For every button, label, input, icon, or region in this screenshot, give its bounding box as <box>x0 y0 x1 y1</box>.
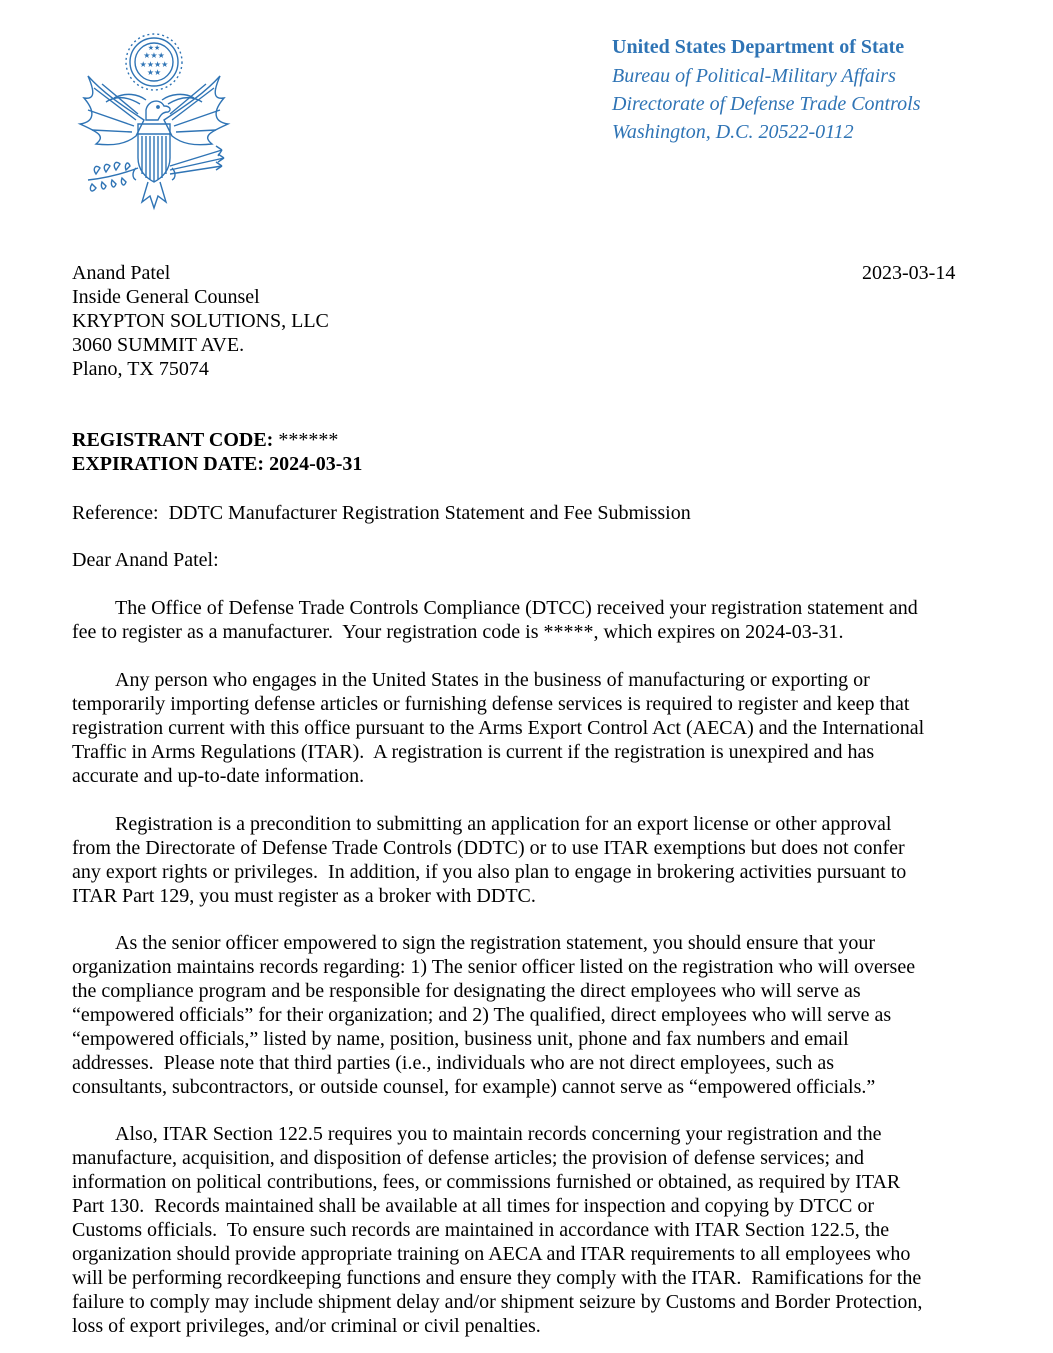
paragraph-line: ITAR Part 129, you must register as a broker with DDTC. <box>72 885 536 907</box>
paragraph-line: organization should provide appropriate training on AECA and ITAR requirements to all employees who <box>72 1243 911 1265</box>
svg-text:★★: ★★ <box>146 68 162 77</box>
svg-text:★★★: ★★★ <box>143 51 165 60</box>
registration-info <box>72 428 362 476</box>
paragraph-line: consultants, subcontractors, or outside counsel, for example) cannot serve as “empowered officials.” <box>72 1076 876 1098</box>
paragraph-line: Traffic in Arms Regulations (ITAR). A registration is current if the registration is unexpired and has <box>72 741 875 763</box>
paragraph-line: addresses. Please note that third parties (i.e., individuals who are not direct employees, such as <box>72 1052 835 1074</box>
paragraph-line: fee to register as a manufacturer. Your registration code is *****, which expires on 2024-03-31. <box>72 621 844 643</box>
paragraph-line: Part 130. Records maintained shall be available at all times for inspection and copying by DTCC or <box>72 1195 875 1217</box>
paragraph-4 <box>72 931 1002 1099</box>
recipient-street: 3060 SUMMIT AVE. <box>72 334 245 356</box>
paragraph-5 <box>72 1122 1002 1338</box>
great-seal-eagle-icon <box>66 28 238 216</box>
paragraph-line: information on political contributions, fees, or commissions furnished or obtained, as required by ITAR <box>72 1171 901 1193</box>
recipient-name: Anand Patel <box>72 262 171 284</box>
paragraph-line: manufacture, acquisition, and disposition of defense articles; the provision of defense services; and <box>72 1147 864 1169</box>
salutation: Dear Anand Patel: <box>72 549 219 571</box>
paragraph-3 <box>72 812 1002 908</box>
svg-text:★★★★: ★★★★ <box>139 60 169 69</box>
recipient-address <box>72 261 329 381</box>
registrant-code-value: ****** <box>278 429 339 451</box>
paragraph-line: Registration is a precondition to submitting an application for an export license or other approval <box>115 813 892 835</box>
paragraph-2 <box>72 668 1002 788</box>
paragraph-line: Also, ITAR Section 122.5 requires you to maintain records concerning your registration and the <box>115 1123 882 1145</box>
letterhead-city: Washington, D.C. 20522-0112 <box>612 121 854 143</box>
reference-line: Reference: DDTC Manufacturer Registration Statement and Fee Submission <box>72 502 691 524</box>
paragraph-line: Customs officials. To ensure such records are maintained in accordance with ITAR Section 122.5, the <box>72 1219 890 1241</box>
recipient-title: Inside General Counsel <box>72 286 260 308</box>
letterhead-bureau: Bureau of Political-Military Affairs <box>612 65 896 87</box>
paragraph-line: failure to comply may include shipment delay and/or shipment seizure by Customs and Border Protection, <box>72 1291 923 1313</box>
svg-text:★★: ★★ <box>147 44 161 52</box>
letter-date: 2023-03-14 <box>862 262 956 284</box>
paragraph-line: organization maintains records regarding: 1) The senior officer listed on the registration who will oversee <box>72 956 916 978</box>
paragraph-line: registration current with this office pursuant to the Arms Export Control Act (AECA) and the International <box>72 717 925 739</box>
paragraph-line: any export rights or privileges. In addition, if you also plan to engage in brokering activities pursuant to <box>72 861 907 883</box>
paragraph-line: The Office of Defense Trade Controls Compliance (DTCC) received your registration statement and <box>115 597 918 619</box>
paragraph-line: As the senior officer empowered to sign the registration statement, you should ensure that your <box>115 932 875 954</box>
paragraph-line: accurate and up-to-date information. <box>72 765 365 787</box>
recipient-company: KRYPTON SOLUTIONS, LLC <box>72 310 329 332</box>
letterhead-directorate: Directorate of Defense Trade Controls <box>612 93 921 115</box>
letterhead <box>612 33 1032 146</box>
recipient-city: Plano, TX 75074 <box>72 358 209 380</box>
paragraph-line: the compliance program and be responsible for designating the direct employees who will serve as <box>72 980 861 1002</box>
paragraph-line: temporarily importing defense articles or furnishing defense services is required to register and keep that <box>72 693 910 715</box>
expiration-date-label: EXPIRATION DATE: <box>72 453 265 475</box>
letterhead-department: United States Department of State <box>612 36 905 58</box>
expiration-date-value: 2024-03-31 <box>269 453 363 475</box>
paragraph-1 <box>72 596 1002 644</box>
paragraph-line: from the Directorate of Defense Trade Controls (DDTC) or to use ITAR exemptions but does not confer <box>72 837 905 859</box>
paragraph-line: Any person who engages in the United States in the business of manufacturing or exporting or <box>115 669 870 691</box>
paragraph-line: will be performing recordkeeping functions and ensure they comply with the ITAR. Ramifications for the <box>72 1267 922 1289</box>
paragraph-line: “empowered officials,” listed by name, position, business unit, phone and fax numbers and email <box>72 1028 849 1050</box>
paragraph-line: loss of export privileges, and/or criminal or civil penalties. <box>72 1315 541 1337</box>
paragraph-line: “empowered officials” for their organization; and 2) The qualified, direct employees who will serve as <box>72 1004 892 1026</box>
registrant-code-label: REGISTRANT CODE: <box>72 429 274 451</box>
